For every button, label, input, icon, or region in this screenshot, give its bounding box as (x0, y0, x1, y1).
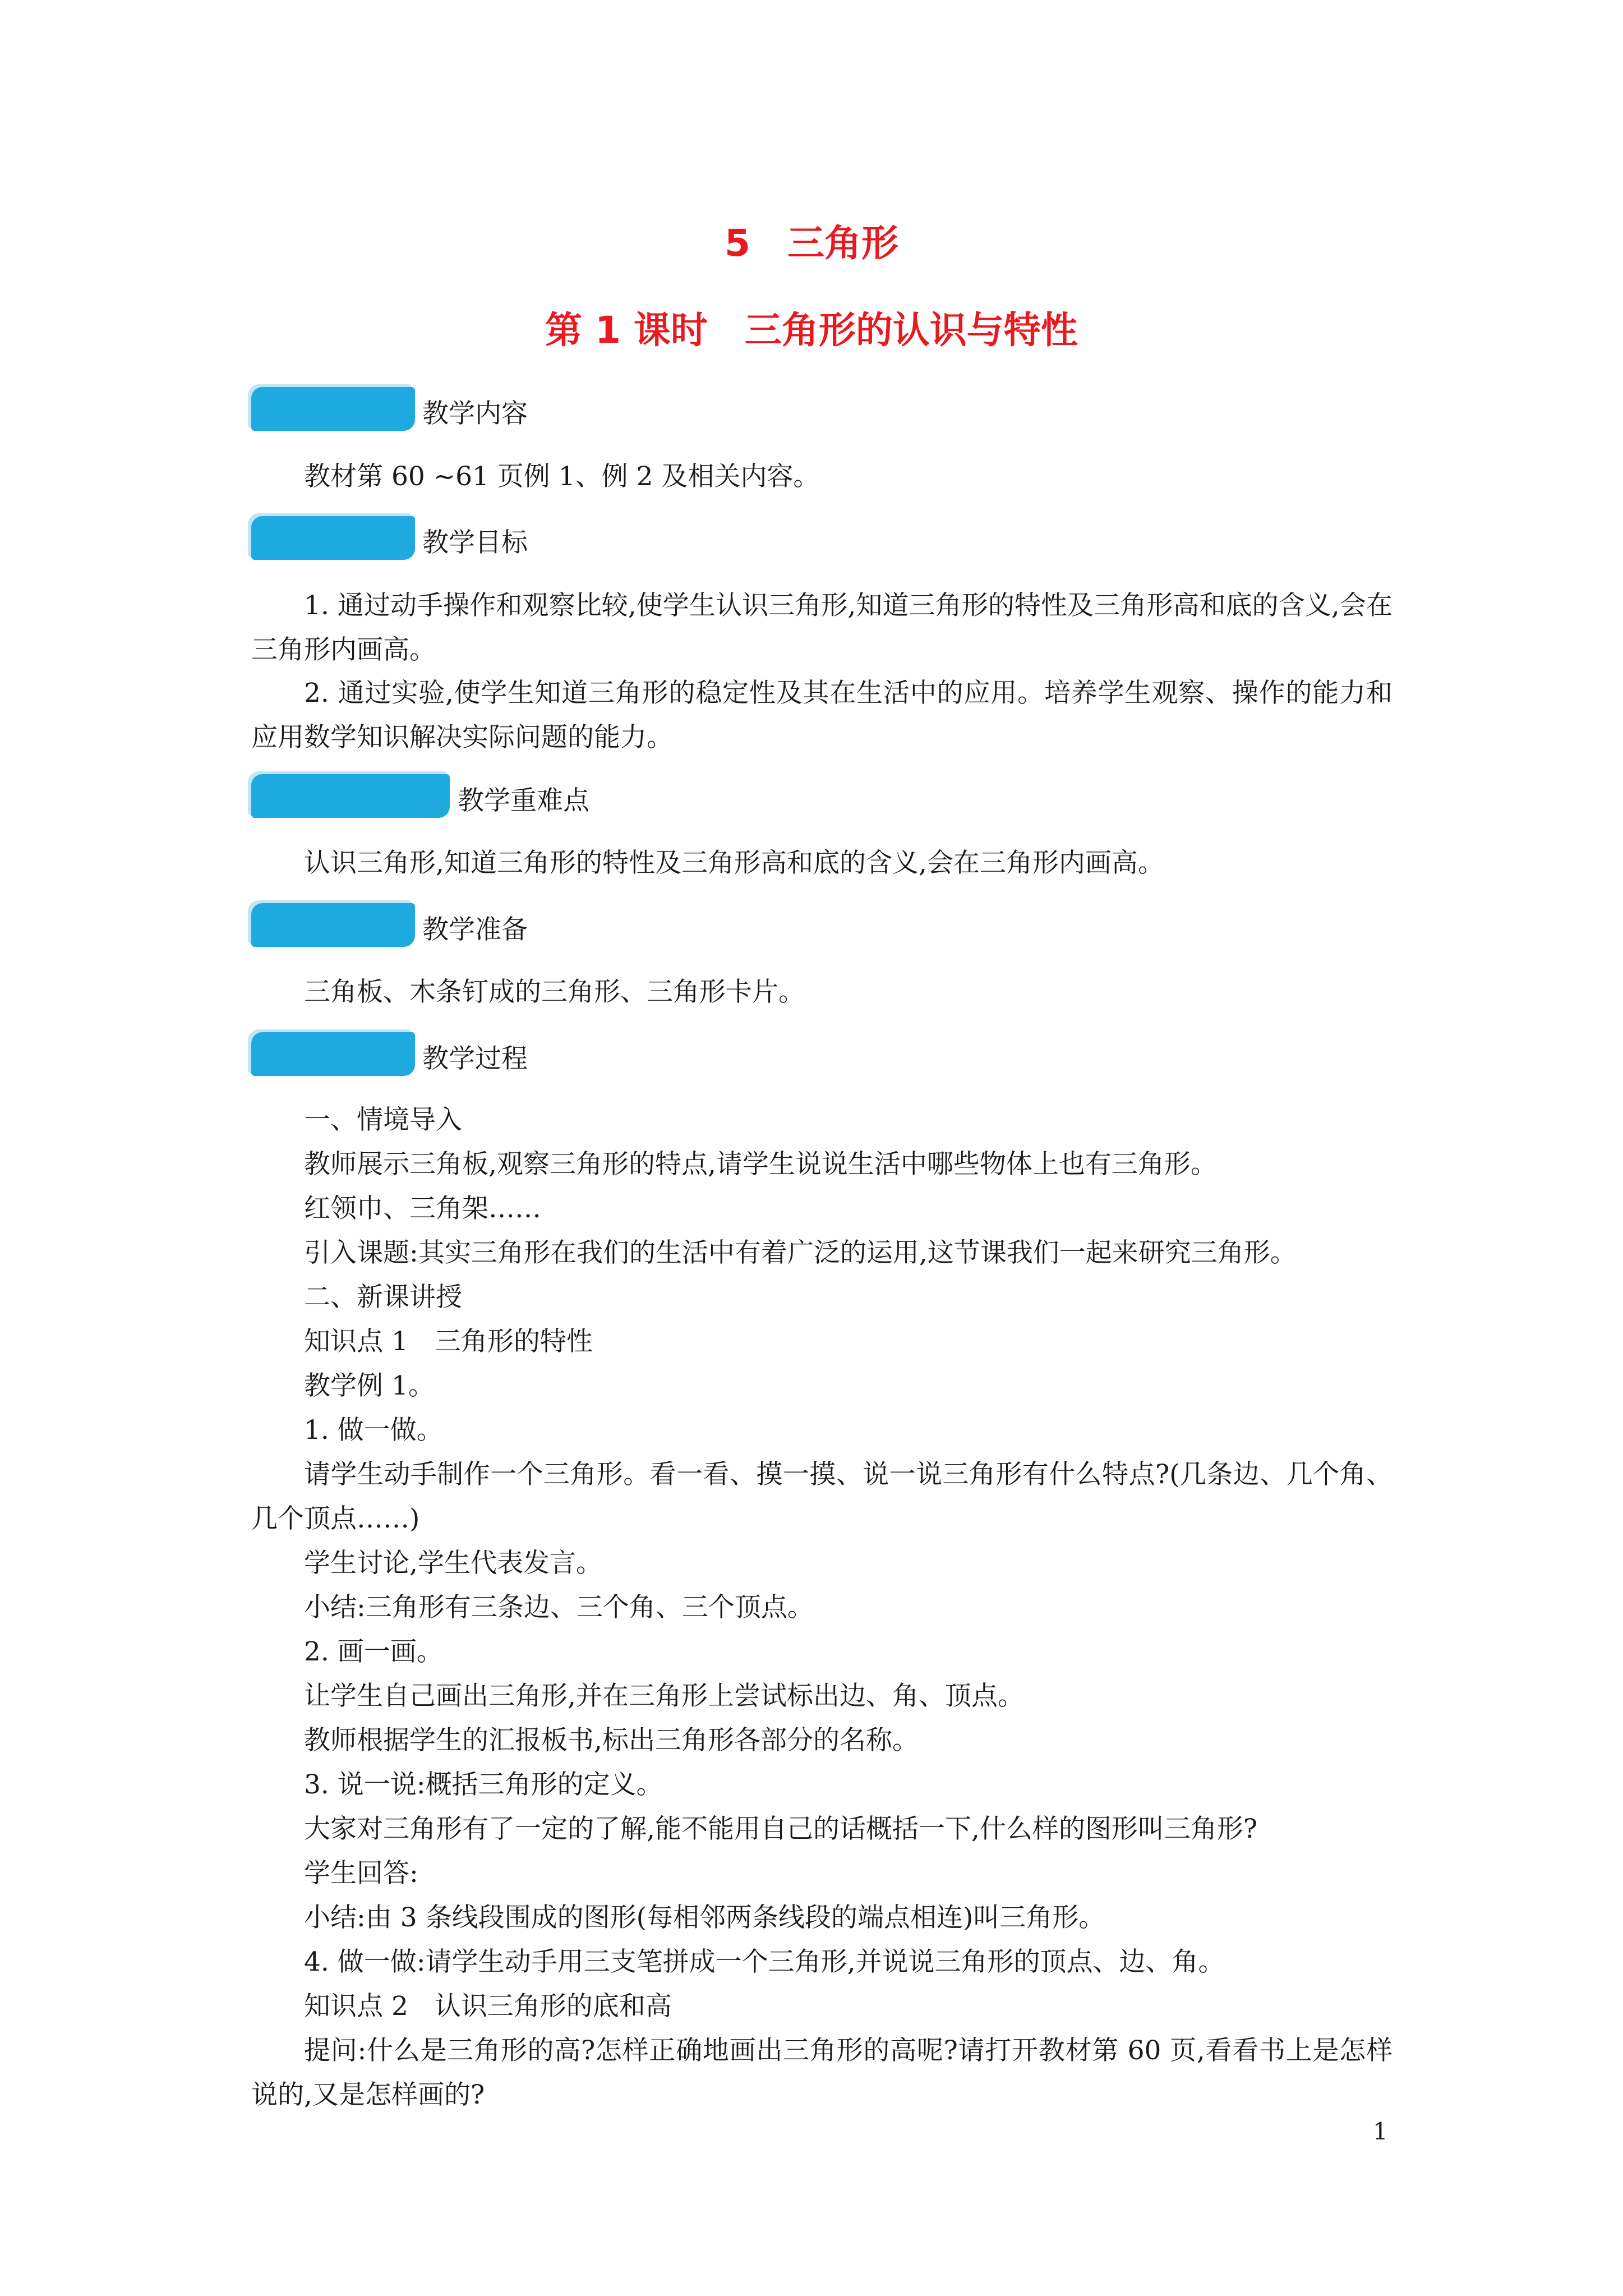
content-text: 教材第 60 ~61 页例 1、例 2 及相关内容。 (304, 461, 820, 492)
section-badge (251, 774, 450, 818)
section-badge (251, 1032, 415, 1076)
lesson-title: 第 1 课时 三角形的认识与特性 (545, 309, 1078, 352)
prep-text: 三角板、木条钉成的三角形、三角形卡片。 (304, 977, 805, 1007)
process-line: 一、情境导入 (304, 1105, 462, 1135)
process-line: 二、新课讲授 (304, 1282, 462, 1313)
process-line: 小结:三角形有三条边、三个角、三个顶点。 (304, 1592, 814, 1623)
process-paragraph: 请学生动手制作一个三角形。看一看、摸一摸、说一说三角形有什么特点?(几条边、几个角、几个顶点……) (251, 1459, 1393, 1534)
process-line: 引入课题:其实三角形在我们的生活中有着广泛的运用,这节课我们一起来研究三角形。 (304, 1237, 1297, 1268)
process-line: 知识点 1 三角形的特性 (304, 1326, 593, 1357)
chapter-title: 5 三角形 (725, 222, 898, 265)
process-line: 教学例 1。 (304, 1370, 435, 1401)
goal-item-1: 1. 通过动手操作和观察比较,使学生认识三角形,知道三角形的特性及三角形高和底的含义,会在三角形内画高。 (251, 590, 1393, 665)
process-line: 学生讨论,学生代表发言。 (304, 1548, 602, 1579)
goal-item-2: 2. 通过实验,使学生知道三角形的稳定性及其在生活中的应用。培养学生观察、操作的能力和应用数学知识解决实际问题的能力。 (251, 678, 1393, 753)
process-line: 3. 说一说:概括三角形的定义。 (304, 1769, 663, 1800)
process-line: 1. 做一做。 (304, 1415, 443, 1446)
process-line: 学生回答: (304, 1858, 418, 1889)
process-paragraph: 提问:什么是三角形的高?怎样正确地画出三角形的高呢?请打开教材第 60 页,看看书上是怎样说的,又是怎样画的? (251, 2035, 1393, 2110)
section-label-content: 教学内容 (422, 398, 528, 429)
section-badge (251, 903, 415, 947)
section-label-key-points: 教学重难点 (458, 785, 589, 816)
process-line: 教师根据学生的汇报板书,标出三角形各部分的名称。 (304, 1725, 919, 1756)
process-line: 2. 画一画。 (304, 1636, 443, 1667)
key-points-text: 认识三角形,知道三角形的特性及三角形高和底的含义,会在三角形内画高。 (304, 848, 1164, 878)
process-line: 大家对三角形有了一定的了解,能不能用自己的话概括一下,什么样的图形叫三角形? (304, 1814, 1258, 1844)
section-badge (251, 387, 415, 431)
page-number: 1 (1373, 2118, 1388, 2145)
process-line: 4. 做一做:请学生动手用三支笔拼成一个三角形,并说说三角形的顶点、边、角。 (304, 1947, 1225, 1977)
process-line: 让学生自己画出三角形,并在三角形上尝试标出边、角、顶点。 (304, 1681, 1024, 1711)
process-line: 教师展示三角板,观察三角形的特点,请学生说说生活中哪些物体上也有三角形。 (304, 1149, 1217, 1180)
section-badge (251, 516, 415, 560)
process-line: 知识点 2 认识三角形的底和高 (304, 1991, 672, 2022)
section-label-goals: 教学目标 (422, 527, 528, 558)
section-label-prep: 教学准备 (422, 914, 528, 945)
process-line: 小结:由 3 条线段围成的图形(每相邻两条线段的端点相连)叫三角形。 (304, 1902, 1105, 1933)
process-line: 红领巾、三角架…… (304, 1193, 541, 1224)
section-label-process: 教学过程 (422, 1043, 528, 1074)
